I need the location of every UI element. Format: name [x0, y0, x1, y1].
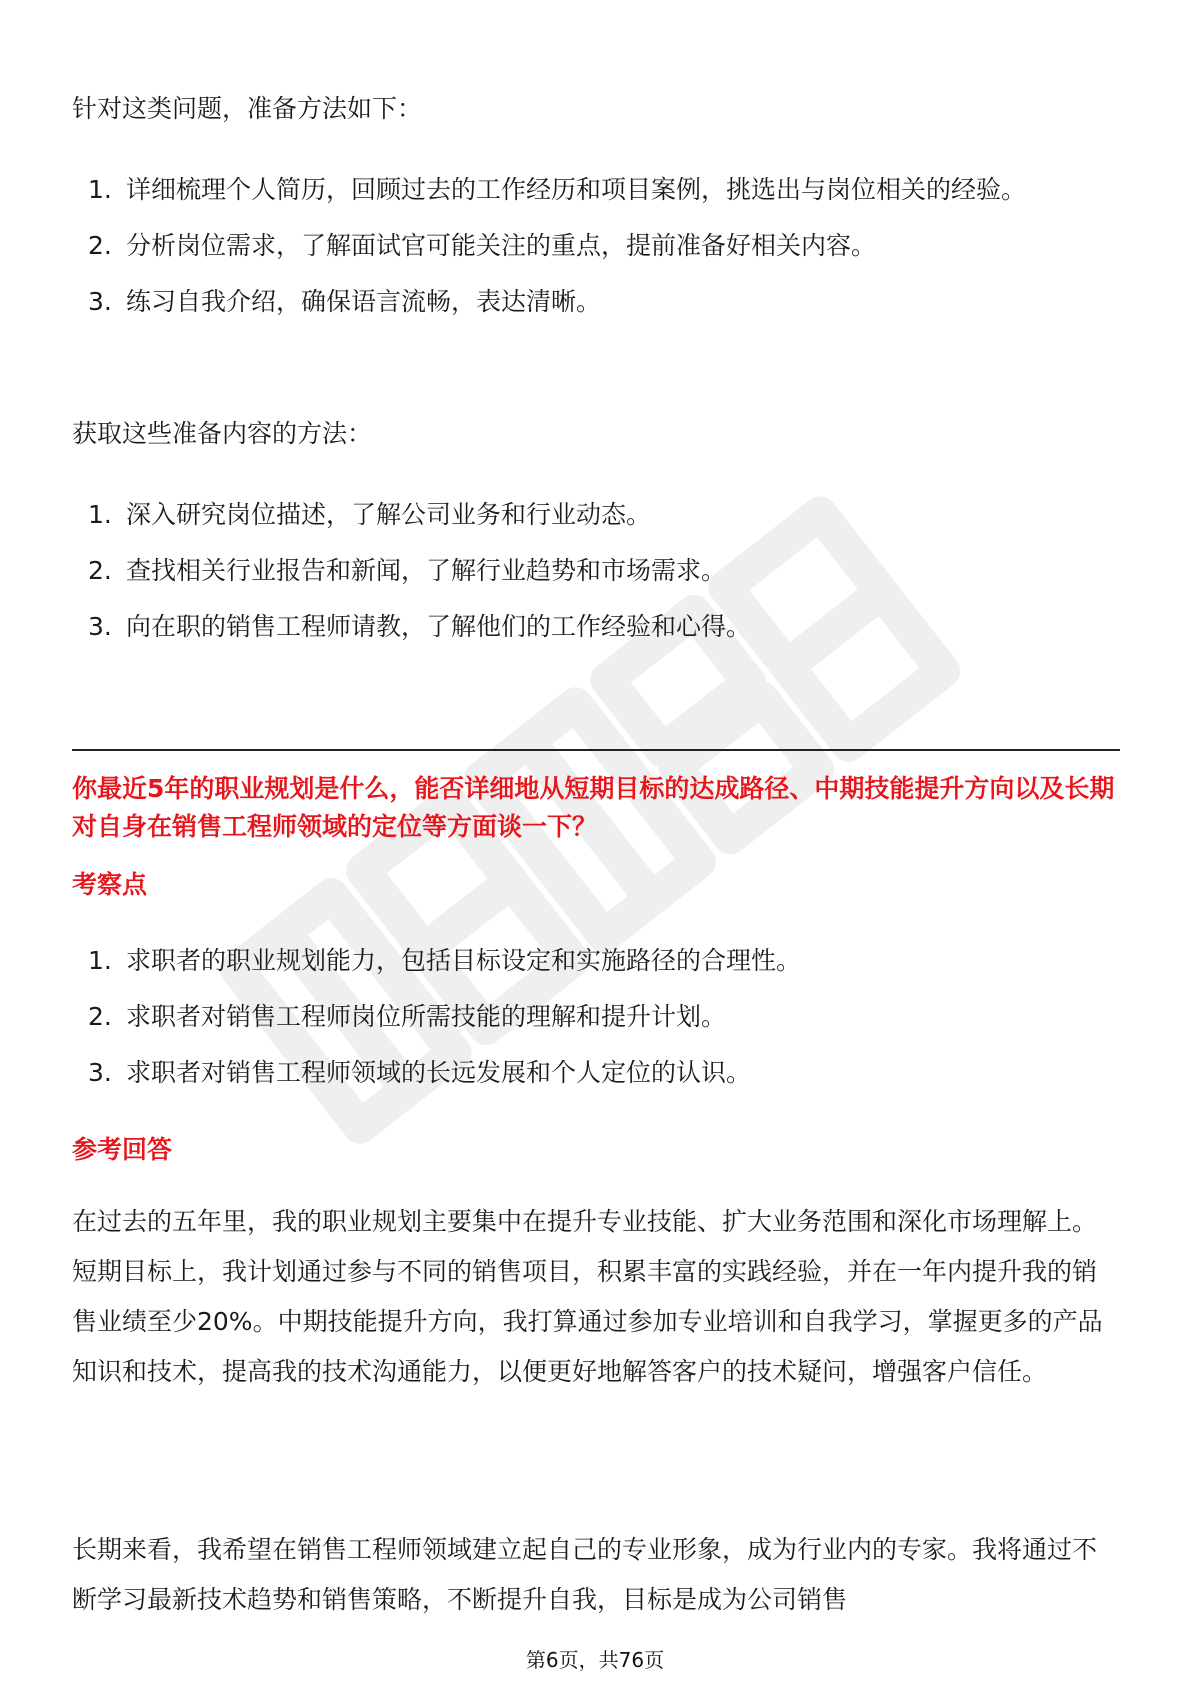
list-item	[72, 543, 1120, 599]
section2-intro: 获取这些准备内容的方法：	[72, 419, 373, 448]
list-item-text: 求职者对销售工程师领域的长远发展和个人定位的认识。	[126, 1058, 752, 1087]
list-number: 3.	[88, 287, 112, 316]
list-item-text: 向在职的销售工程师请教，了解他们的工作经验和心得。	[126, 612, 752, 641]
list-item	[72, 1045, 1120, 1101]
list-item-text: 练习自我介绍，确保语言流畅，表达清晰。	[126, 287, 602, 316]
list-item-text: 查找相关行业报告和新闻，了解行业趋势和市场需求。	[126, 556, 727, 585]
list-number: 3.	[88, 612, 112, 641]
page-number: 第6页，共76页	[525, 1648, 665, 1672]
list-number: 2.	[88, 231, 112, 260]
list-number: 1.	[88, 946, 112, 975]
list-number: 2.	[88, 1002, 112, 1031]
section1-intro: 针对这类问题，准备方法如下：	[72, 94, 423, 123]
focus-list	[72, 933, 1120, 1101]
question-title: 你最近5年的职业规划是什么，能否详细地从短期目标的达成路径、中期技能提升方向以及长期对自身在销售工程师领域的定位等方面谈一下？	[72, 774, 1115, 841]
list-item	[72, 599, 1120, 655]
focus-heading: 考察点	[72, 870, 148, 899]
list-item	[72, 274, 1120, 330]
list-item	[72, 218, 1120, 274]
list-item	[72, 989, 1120, 1045]
answer-paragraph-1: 在过去的五年里，我的职业规划主要集中在提升专业技能、扩大业务范围和深化市场理解上。短期目标上，我计划通过参与不同的销售项目，积累丰富的实践经验，并在一年内提升我的销售业绩至少20%。中期技能提升方向，我打算通过参加专业培训和自我学习，掌握更多的产品知识和技术，提高我的技术沟通能力，以便更好地解答客户的技术疑问，增强客户信任。	[72, 1207, 1103, 1386]
answer-paragraph-2: 长期来看，我希望在销售工程师领域建立起自己的专业形象，成为行业内的专家。我将通过不断学习最新技术趋势和销售策略，不断提升自我，目标是成为公司销售	[72, 1535, 1098, 1614]
list-item-text: 深入研究岗位描述，了解公司业务和行业动态。	[126, 500, 652, 529]
list-number: 1.	[88, 500, 112, 529]
list-item	[72, 487, 1120, 543]
list-item-text: 求职者对销售工程师岗位所需技能的理解和提升计划。	[126, 1002, 727, 1031]
list-number: 3.	[88, 1058, 112, 1087]
list-number: 2.	[88, 556, 112, 585]
list-item	[72, 162, 1120, 218]
section1-list	[72, 162, 1120, 330]
section-divider	[72, 749, 1120, 751]
list-number: 1.	[88, 175, 112, 204]
list-item	[72, 933, 1120, 989]
section2-list	[72, 487, 1120, 655]
list-item-text: 详细梳理个人简历，回顾过去的工作经历和项目案例，挑选出与岗位相关的经验。	[126, 175, 1027, 204]
list-item-text: 求职者的职业规划能力，包括目标设定和实施路径的合理性。	[126, 946, 802, 975]
answer-heading: 参考回答	[72, 1135, 173, 1164]
list-item-text: 分析岗位需求，了解面试官可能关注的重点，提前准备好相关内容。	[126, 231, 877, 260]
